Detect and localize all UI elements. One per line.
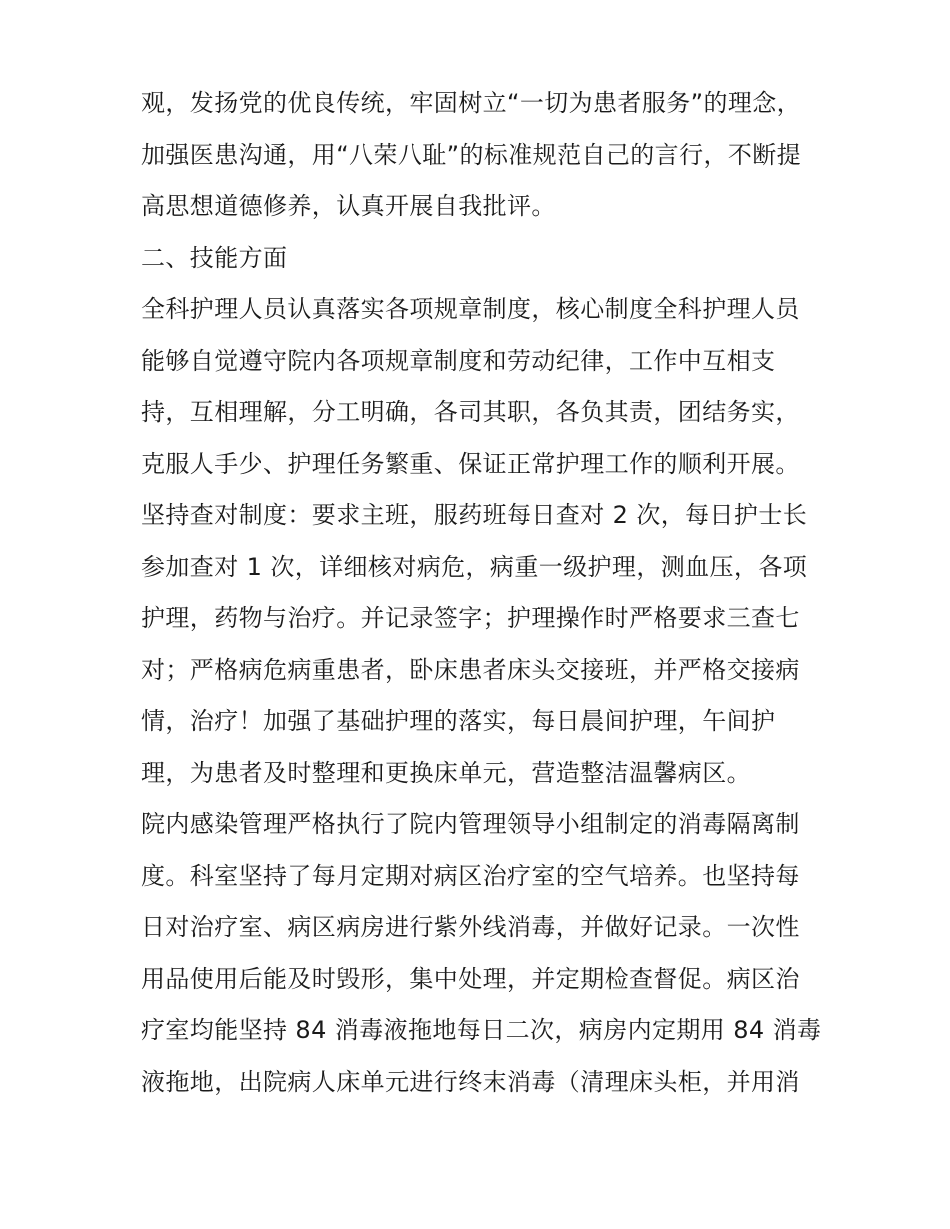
document-body: [141, 78, 822, 1108]
text-line: 对；严格病危病重患者，卧床患者床头交接班，并严格交接病: [141, 655, 800, 684]
text-line: 日对治疗室、病区病房进行紫外线消毒，并做好记录。一次性: [141, 913, 800, 941]
text-line: 坚持查对制度：要求主班，服药班每日查对 2 次，每日护士长: [141, 501, 808, 529]
text-line: 克服人手少、护理任务繁重、保证正常护理工作的顺利开展。: [141, 449, 800, 478]
text-line: 疗室均能坚持 84 消毒液拖地每日二次，病房内定期用 84 消毒: [141, 1016, 822, 1044]
text-line: 全科护理人员认真落实各项规章制度，核心制度全科护理人员: [141, 295, 800, 323]
text-line: 持，互相理解，分工明确，各司其职，各负其责，团结务实，: [141, 398, 800, 426]
text-line: 参加查对 1 次，详细核对病危，病重一级护理，测血压，各项: [141, 552, 808, 581]
text-line: 观，发扬党的优良传统，牢固树立“一切为患者服务”的理念，: [141, 89, 802, 117]
text-line: 理，为患者及时整理和更换床单元，营造整洁温馨病区。: [141, 758, 751, 787]
section-heading: 二、技能方面: [141, 243, 288, 272]
text-line: 用品使用后能及时毁形，集中处理，并定期检查督促。病区治: [141, 964, 800, 993]
text-line: 院内感染管理严格执行了院内管理领导小组制定的消毒隔离制: [141, 810, 800, 838]
text-line: 度。科室坚持了每月定期对病区治疗室的空气培养。也坚持每: [141, 861, 800, 890]
text-line: 高思想道德修养，认真开展自我批评。: [141, 192, 556, 220]
text-line: 情，治疗！加强了基础护理的落实，每日晨间护理，午间护: [141, 707, 776, 735]
text-line: 护理，药物与治疗。并记录签字；护理操作时严格要求三查七: [141, 604, 800, 632]
text-line: 加强医患沟通，用“八荣八耻”的标准规范自己的言行，不断提: [141, 140, 802, 169]
text-line: 能够自觉遵守院内各项规章制度和劳动纪律，工作中互相支: [141, 346, 776, 375]
text-line: 液拖地，出院病人床单元进行终末消毒（清理床头柜，并用消: [141, 1067, 800, 1096]
